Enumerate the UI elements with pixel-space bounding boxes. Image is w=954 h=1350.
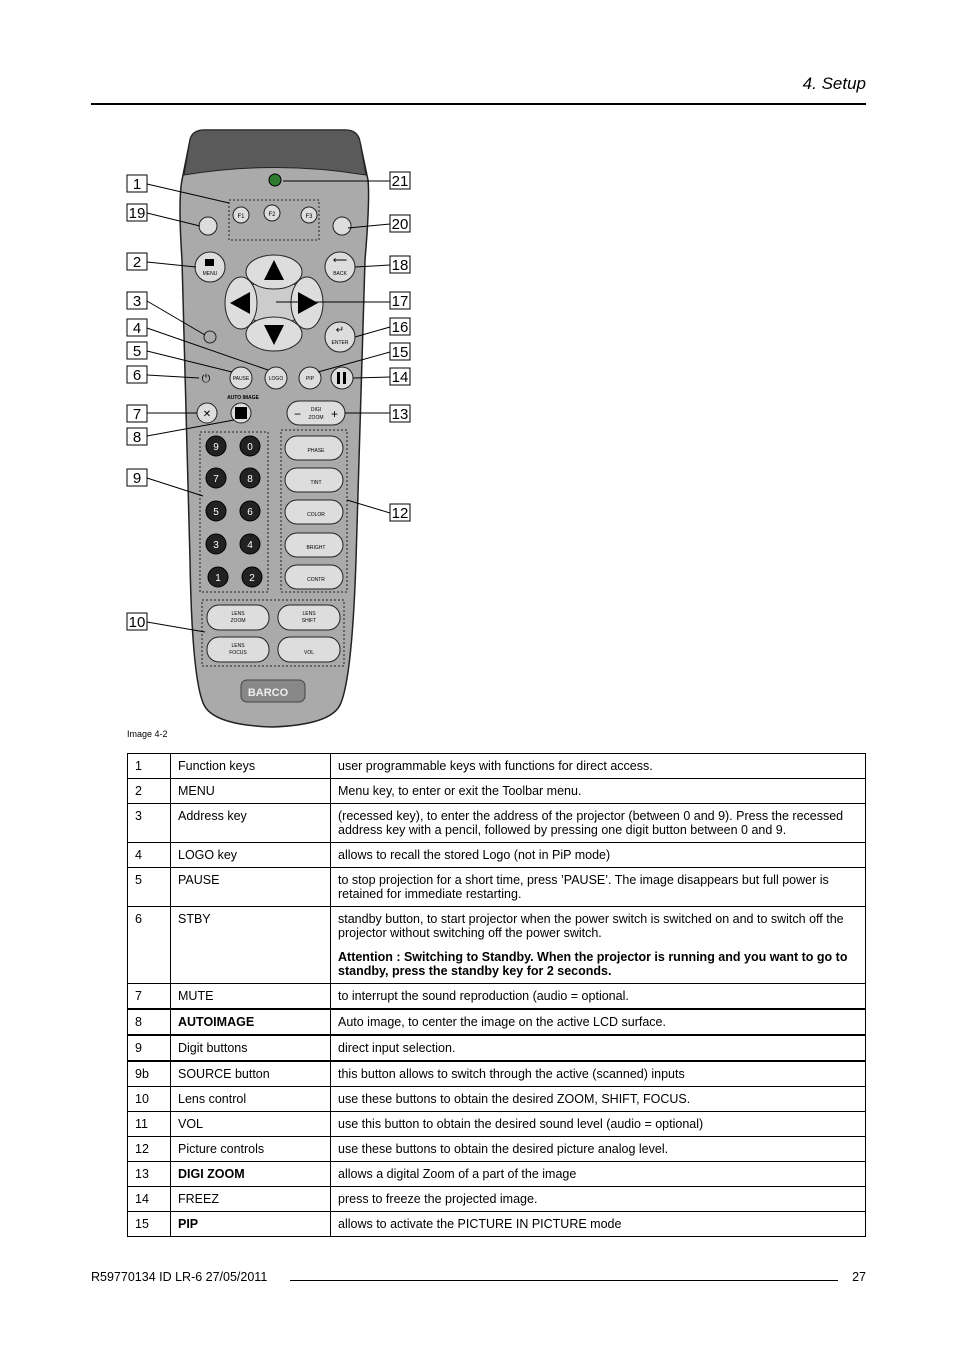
digi-zoom-plus: + <box>330 407 338 421</box>
callout-label: 14 <box>391 369 409 386</box>
contrast-label: CONTR <box>307 577 325 583</box>
back-label: BACK <box>333 271 347 277</box>
menu-square-icon <box>205 259 214 266</box>
key-name: MENU <box>171 779 331 804</box>
key-description-table <box>127 753 866 1237</box>
callout-label: 4 <box>132 320 142 337</box>
key-name: SOURCE button <box>171 1061 331 1087</box>
volume-label: VOL <box>303 650 315 656</box>
table-row <box>128 1009 866 1035</box>
digit-3-label: 3 <box>213 540 219 551</box>
key-name: Lens control <box>171 1087 331 1112</box>
menu-button[interactable] <box>195 252 225 282</box>
f2-label: F2 <box>268 212 276 218</box>
key-description: use this button to obtain the desired sound level (audio = optional) <box>331 1112 866 1137</box>
table-row <box>128 1137 866 1162</box>
digit-7-label: 7 <box>213 474 219 485</box>
brand-logo: BARCO <box>247 687 289 699</box>
callout-label: 9 <box>132 470 142 487</box>
key-description: Menu key, to enter or exit the Toolbar menu. <box>331 779 866 804</box>
callout-label: 19 <box>128 205 146 222</box>
header-rule <box>91 103 866 105</box>
digit-4-label: 4 <box>247 540 253 551</box>
callout-label: 15 <box>391 344 409 361</box>
table-row <box>128 1187 866 1212</box>
f3-label: F3 <box>305 214 313 220</box>
tint-label: TINT <box>310 480 322 486</box>
row-number: 12 <box>128 1137 171 1162</box>
digit-9-label: 9 <box>213 442 219 453</box>
key-description: Auto image, to center the image on the active LCD surface. <box>331 1009 866 1035</box>
freeze-bar-right <box>343 372 346 384</box>
table-row <box>128 1087 866 1112</box>
key-name: DIGI ZOOM <box>171 1162 331 1187</box>
row-number: 4 <box>128 843 171 868</box>
key-name: FREEZ <box>171 1187 331 1212</box>
key-name: Function keys <box>171 754 331 779</box>
lens-zoom-label-1: LENS <box>231 611 245 617</box>
color-label: COLOR <box>307 512 325 518</box>
digit-0-label: 0 <box>247 442 253 453</box>
attention-note: Attention : Switching to Standby. When the projector is running and you want to go to standby, press the standby key for 2 seconds. <box>338 950 848 978</box>
figure-caption: Image 4-2 <box>127 729 168 739</box>
row-number: 8 <box>128 1009 171 1035</box>
row-number: 5 <box>128 868 171 907</box>
lens-focus-label-1: LENS <box>231 643 245 649</box>
remote-control-figure <box>120 120 420 730</box>
key-name: Digit buttons <box>171 1035 331 1061</box>
row-number: 1 <box>128 754 171 779</box>
picture-control-buttons <box>285 436 343 589</box>
key-description: this button allows to switch through the active (scanned) inputs <box>331 1061 866 1087</box>
button-20[interactable] <box>333 217 351 235</box>
digit-6-label: 6 <box>247 507 253 518</box>
row-number: 7 <box>128 984 171 1010</box>
autoimage-icon <box>235 407 247 419</box>
row-number: 14 <box>128 1187 171 1212</box>
section-title: 4. Setup <box>802 74 866 93</box>
callout-label: 17 <box>391 293 409 310</box>
table-row <box>128 779 866 804</box>
callout-label: 6 <box>132 367 142 384</box>
digit-1-label: 1 <box>215 573 221 584</box>
footer-rule <box>290 1280 838 1281</box>
key-description: use these buttons to obtain the desired ZOOM, SHIFT, FOCUS. <box>331 1087 866 1112</box>
callout-label: 16 <box>391 319 409 336</box>
row-number: 15 <box>128 1212 171 1237</box>
digit-8-label: 8 <box>247 474 253 485</box>
lens-shift-label-2: SHIFT <box>301 618 317 624</box>
button-19[interactable] <box>199 217 217 235</box>
table-row <box>128 1162 866 1187</box>
page-number: 27 <box>852 1270 866 1284</box>
lens-shift-label-1: LENS <box>302 611 316 617</box>
key-name: LOGO key <box>171 843 331 868</box>
table-row <box>128 907 866 984</box>
table-row <box>128 754 866 779</box>
lens-focus-label-2: FOCUS <box>229 650 247 656</box>
callout-label: 20 <box>391 216 409 233</box>
digit-2-label: 2 <box>249 573 255 584</box>
pause-label: PAUSE <box>232 376 250 382</box>
footer-doc-id: R59770134 ID LR-6 27/05/2011 <box>91 1270 268 1284</box>
key-name: AUTOIMAGE <box>171 1009 331 1035</box>
callout-label: 8 <box>132 429 142 446</box>
callout-label: 7 <box>132 406 142 423</box>
key-description: (recessed key), to enter the address of the projector (between 0 and 9). Press the recessed address key with a pencil, followed by pressing one digit button between 0 and 9. <box>331 804 866 843</box>
callout-label: 18 <box>391 257 409 274</box>
key-description: standby button, to start projector when the power switch is switched on and to switch off the projector without switching off the power switch. <box>338 912 844 940</box>
row-number: 13 <box>128 1162 171 1187</box>
autoimage-caption: AUTO IMAGE <box>227 395 259 401</box>
callout-label: 21 <box>391 173 409 190</box>
table-row <box>128 843 866 868</box>
digi-zoom-label-1: DIGI <box>310 407 322 413</box>
table-row <box>128 1035 866 1061</box>
key-description: to interrupt the sound reproduction (audio = optional. <box>331 984 866 1010</box>
table-row <box>128 984 866 1010</box>
key-name: PAUSE <box>171 868 331 907</box>
led-indicator <box>269 174 281 186</box>
row-number: 9b <box>128 1061 171 1087</box>
key-description: allows to recall the stored Logo (not in PiP mode) <box>331 843 866 868</box>
bright-label: BRIGHT <box>306 545 326 551</box>
key-description: allows a digital Zoom of a part of the image <box>331 1162 866 1187</box>
logo-label: LOGO <box>268 376 284 382</box>
freeze-bar-left <box>337 372 340 384</box>
phase-label: PHASE <box>307 448 325 454</box>
callout-label: 10 <box>128 614 146 631</box>
callout-label: 13 <box>391 406 409 423</box>
callout-label: 5 <box>132 343 142 360</box>
row-number: 9 <box>128 1035 171 1061</box>
freeze-button[interactable] <box>331 367 353 389</box>
menu-label: MENU <box>202 271 218 277</box>
row-number: 3 <box>128 804 171 843</box>
back-arrow-icon: ⟵ <box>332 255 348 266</box>
row-number: 6 <box>128 907 171 984</box>
callout-label: 1 <box>132 176 142 193</box>
row-number: 2 <box>128 779 171 804</box>
callout-label: 12 <box>391 505 409 522</box>
table-row <box>128 1212 866 1237</box>
key-name: Picture controls <box>171 1137 331 1162</box>
lens-zoom-label-2: ZOOM <box>230 618 246 624</box>
digi-zoom-minus: − <box>294 407 302 421</box>
enter-label: ENTER <box>331 340 349 346</box>
key-description: allows to activate the PICTURE IN PICTURE mode <box>331 1212 866 1237</box>
row-number: 10 <box>128 1087 171 1112</box>
callout-label: 3 <box>132 293 142 310</box>
key-name: PIP <box>171 1212 331 1237</box>
digi-zoom-label-2: ZOOM <box>308 415 324 421</box>
power-icon[interactable]: ⏻ <box>201 373 211 385</box>
mute-icon: ✕ <box>202 409 212 420</box>
callout-label: 2 <box>132 254 142 271</box>
row-number: 11 <box>128 1112 171 1137</box>
key-description-cell <box>331 907 866 984</box>
digit-5-label: 5 <box>213 507 219 518</box>
key-name: VOL <box>171 1112 331 1137</box>
enter-arrow-icon: ↵ <box>335 325 345 336</box>
table-row <box>128 868 866 907</box>
key-description: press to freeze the projected image. <box>331 1187 866 1212</box>
table-row <box>128 1061 866 1087</box>
key-description: direct input selection. <box>331 1035 866 1061</box>
key-description: use these buttons to obtain the desired picture analog level. <box>331 1137 866 1162</box>
key-name: STBY <box>171 907 331 984</box>
key-description: user programmable keys with functions for direct access. <box>331 754 866 779</box>
address-key[interactable] <box>204 331 216 343</box>
table-row <box>128 1112 866 1137</box>
key-name: Address key <box>171 804 331 843</box>
pip-label: PIP <box>305 376 315 382</box>
table-row <box>128 804 866 843</box>
key-name: MUTE <box>171 984 331 1010</box>
remote-control-diagram <box>120 120 420 730</box>
f1-label: F1 <box>237 214 245 220</box>
key-description: to stop projection for a short time, press ’PAUSE’. The image disappears but full power is retained for immediate restarting. <box>331 868 866 907</box>
